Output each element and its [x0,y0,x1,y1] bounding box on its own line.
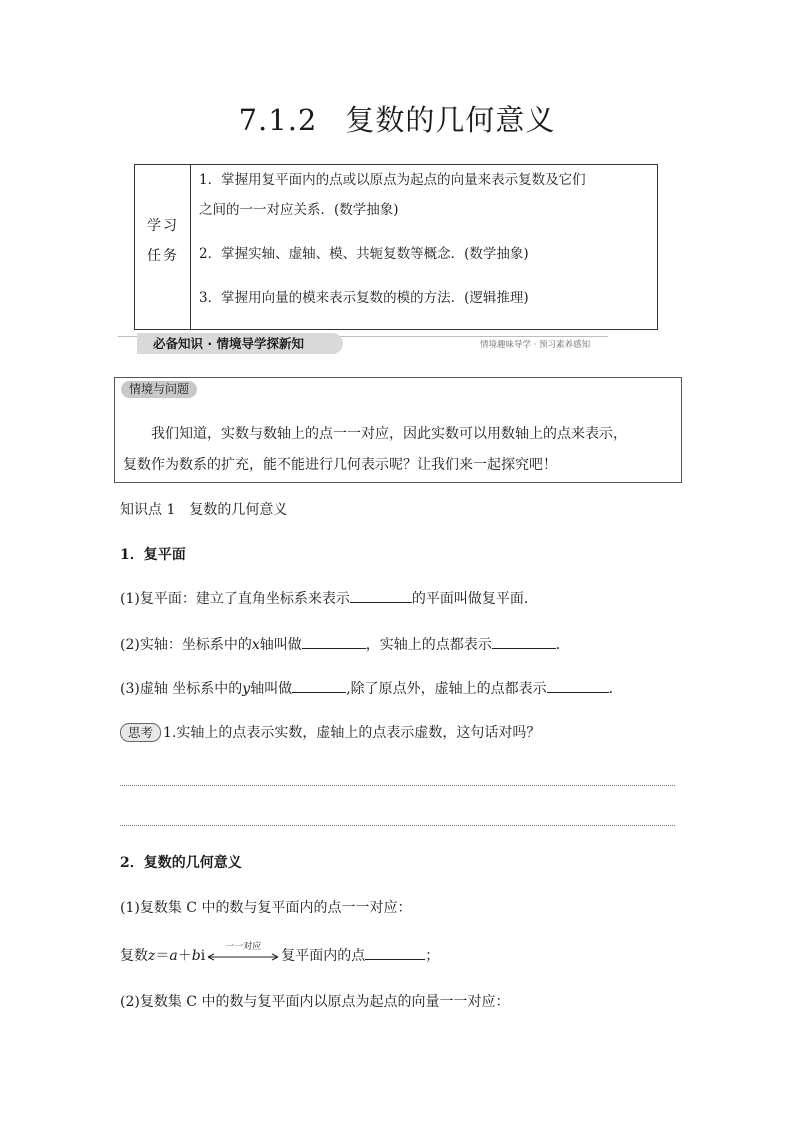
blank-1[interactable] [350,588,412,603]
page-title [0,98,794,139]
task-item-3: 3．掌握用向量的模来表示复数的模的方法．(逻辑推理) [199,290,529,306]
section-banner: 必备知识 · 情境导学探新知 [137,333,343,354]
p2-end: ． [555,637,570,653]
blank-6[interactable] [365,945,425,960]
p3-prefix: (3)虚轴 坐标系中的 [120,681,243,697]
blank-5[interactable] [547,678,609,693]
scenario-box [114,377,682,483]
complex-to-point-mapping [120,942,440,965]
sec2-title: 2．复数的几何意义 [120,855,242,871]
answer-line-2[interactable] [120,825,675,826]
learning-task-table [134,164,658,330]
think-text: 1.实轴上的点表示实数，虚轴上的点表示虚数，这句话对吗？ [163,725,541,741]
task-item-1-line2: 之间的一一对应关系．(数学抽象) [199,202,399,218]
knowledge-heading: 知识点 1 复数的几何意义 [120,502,288,518]
blank-3[interactable] [492,634,556,649]
banner-subtitle: 情境趣味导学 · 预习素养感知 [480,340,591,350]
think-question [120,722,540,742]
map-eq: ＝ [155,948,170,964]
var-z: z [148,948,156,964]
map-end: ； [425,948,440,964]
imaginary-axis-def [120,678,623,698]
map-plus: ＋ [177,948,192,964]
scenario-tag: 情境与问题 [121,381,197,398]
correspondence-points: (1)复数集 C 中的数与复平面内的点一一对应： [120,900,412,916]
real-axis-def [120,634,570,654]
p3-mid1: 轴叫做 [250,681,293,697]
scenario-line-1: 我们知道，实数与数轴上的点一一对应，因此实数可以用数轴上的点来表示， [151,426,627,442]
task-label-line2: 任务 [147,248,179,264]
task-item-1-line1: 1．掌握用复平面内的点或以原点为起点的向量来表示复数及它们 [199,172,586,188]
answer-line-1[interactable] [120,785,675,786]
var-y: y [242,681,251,697]
think-tag: 思考 [120,723,161,742]
p3-end: ． [608,681,623,697]
correspondence-vectors: (2)复数集 C 中的数与复平面内以原点为起点的向量一一对应： [120,994,510,1010]
p2-mid1: 轴叫做 [259,637,302,653]
map-suffix: 复平面内的点 [281,948,366,964]
scenario-line-2: 复数作为数系的扩充，能不能进行几何表示呢？让我们来一起探究吧！ [123,457,557,473]
p3-mid2: ,除了原点外，虚轴上的点都表示 [346,681,547,697]
p2-mid2: ，实轴上的点都表示 [365,637,492,653]
task-label-line1: 学习 [147,218,179,234]
task-label-column [135,165,191,329]
map-prefix: 复数 [120,948,148,964]
blank-4[interactable] [292,678,346,693]
complex-plane-def [120,588,538,608]
var-x: x [251,637,260,653]
task-item-2: 2．掌握实轴、虚轴、模、共轭复数等概念．(数学抽象) [199,246,529,262]
section-number: 7.1.2 [238,103,318,137]
arrow-label: 一一对应 [225,942,262,952]
blank-2[interactable] [302,634,366,649]
sec1-title: 1．复平面 [120,547,186,563]
p2-prefix: (2)实轴：坐标系中的 [120,637,252,653]
section-title: 复数的几何意义 [345,103,556,137]
bidirectional-arrow-icon [205,942,281,965]
var-a: a [169,948,178,964]
p1-prefix: (1)复平面：建立了直角坐标系来表示 [120,591,350,607]
p1-suffix: 的平面叫做复平面． [411,591,538,607]
var-b: b [191,948,201,964]
map-i: i [200,948,206,964]
